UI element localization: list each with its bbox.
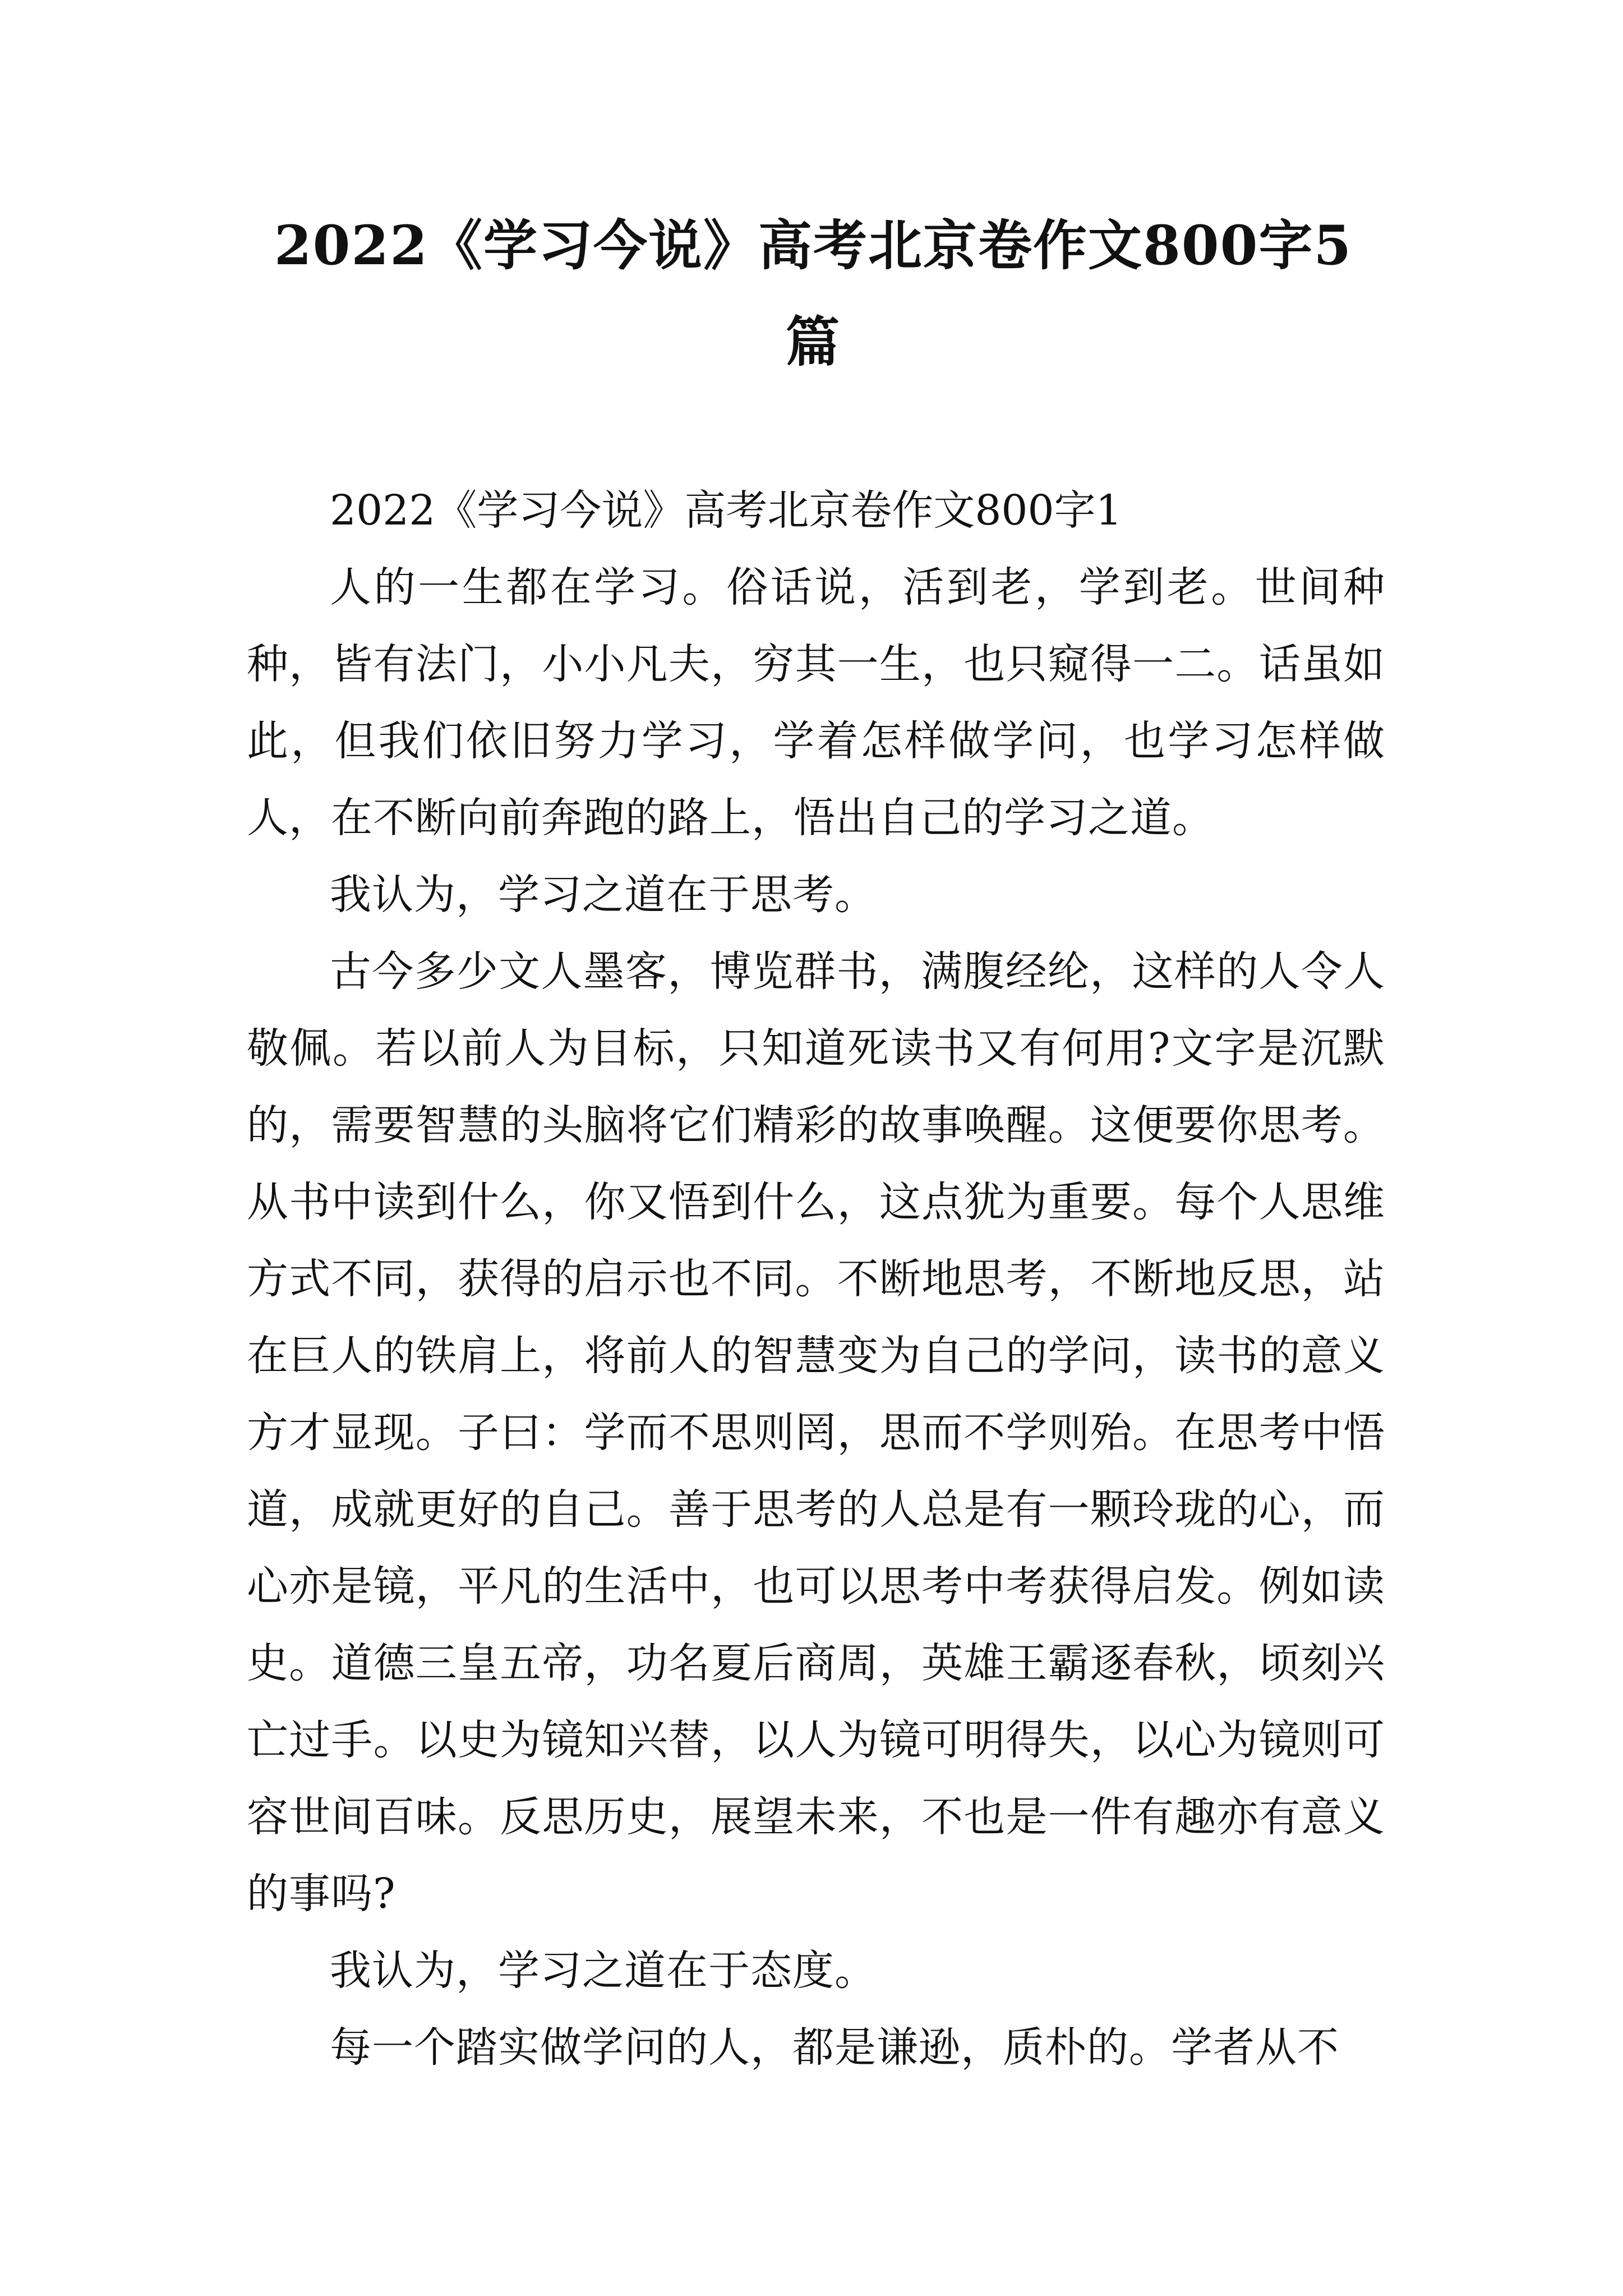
paragraph-thinking-body: 古今多少文人墨客，博览群书，满腹经纶，这样的人令人敬佩。若以前人为目标，只知道死读书又有何用?文字是沉默的，需要智慧的头脑将它们精彩的故事唤醒。这便要你思考。从书中读到什么，你又悟到什么，这点犹为重要。每个人思维方式不同，获得的启示也不同。不断地思考，不断地反思，站在巨人的铁肩上，将前人的智慧变为自己的学问，读书的意义方才显现。子曰：学而不思则罔，思而不学则殆。在思考中悟道，成就更好的自己。善于思考的人总是有一颗玲珑的心，而心亦是镜，平凡的生活中，也可以思考中考获得启发。例如读史。道德三皇五帝，功名夏后商周，英雄王霸逐春秋，顷刻兴亡过手。以史为镜知兴替，以人为镜可明得失，以心为镜则可容世间百味。反思历史，展望未来，不也是一件有趣亦有意义的事吗? xyxy=(247,947,1385,1918)
paragraph-thesis-thinking: 我认为，学习之道在于思考。 xyxy=(330,871,877,919)
paragraph-intro: 人的一生都在学习。俗话说，活到老，学到老。世间种种，皆有法门，小小凡夫，穷其一生，也只窥得一二。话虽如此，但我们依旧努力学习，学着怎样做学问，也学习怎样做人，在不断向前奔跑的路上，悟出自己的学习之道。 xyxy=(247,563,1385,842)
paragraph-attitude-body: 每一个踏实做学问的人，都是谦逊，质朴的。学者从不 xyxy=(330,2023,1339,2072)
essay-subheading: 2022《学习今说》高考北京卷作文800字1 xyxy=(330,486,1122,535)
document-body xyxy=(247,472,1385,2086)
paragraph-thesis-attitude: 我认为，学习之道在于态度。 xyxy=(330,1947,877,1995)
document-title: 2022《学习今说》高考北京卷作文800字5篇 xyxy=(274,214,1353,374)
